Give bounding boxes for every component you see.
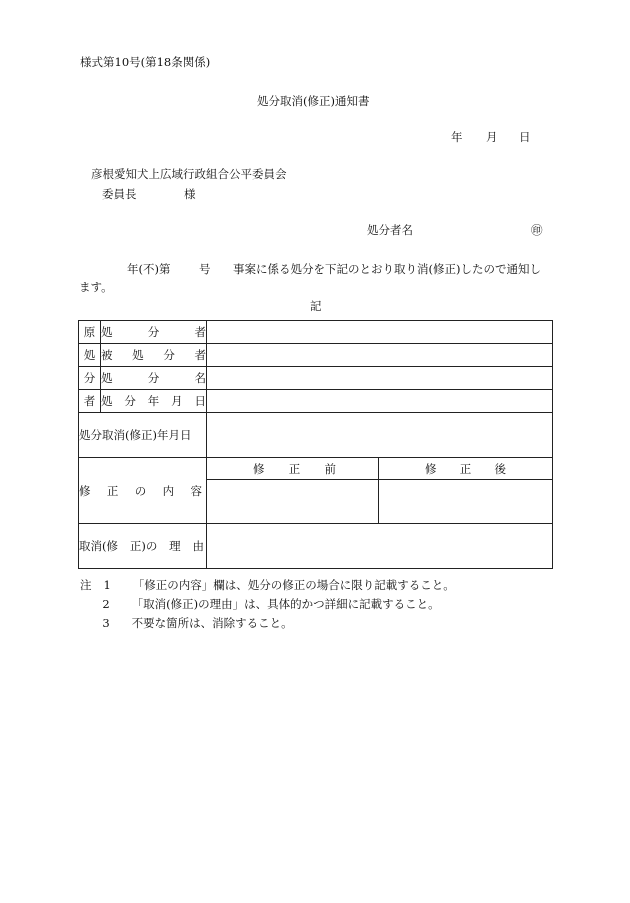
disposition-date-field[interactable] xyxy=(207,390,553,413)
note-1 xyxy=(80,580,455,592)
body-case-year: 年(不)第 xyxy=(127,262,171,276)
body-case-number: 号 xyxy=(199,262,211,276)
body-text-end: ます。 xyxy=(79,280,113,294)
document-title: 処分取消(修正)通知書 xyxy=(257,94,370,108)
group-char-1: 原 xyxy=(79,321,101,344)
disposition-name-label: 処 分 名 xyxy=(101,367,207,390)
note-1-text: 「修正の内容」欄は、処分の修正の場合に限り記載すること。 xyxy=(132,578,455,592)
group-char-2: 処 xyxy=(79,344,101,367)
disposed-person-field[interactable] xyxy=(207,344,553,367)
correction-content-label: 修 正 の 内 容 xyxy=(79,458,207,524)
before-content-field[interactable] xyxy=(207,480,379,524)
note-3-text: 不要な箇所は、消除すること。 xyxy=(131,616,293,630)
reason-field[interactable] xyxy=(207,524,553,569)
date-year: 年 xyxy=(451,130,463,144)
after-header: 修 正 後 xyxy=(379,458,553,480)
note-2-text: 「取消(修正)の理由」は、具体的かつ詳細に記載すること。 xyxy=(131,597,440,611)
note-2 xyxy=(96,599,440,611)
note-1-num: 1 xyxy=(103,578,111,592)
ki-heading: 記 xyxy=(310,299,322,313)
date-day: 日 xyxy=(519,130,531,144)
group-char-3: 分 xyxy=(79,367,101,390)
notice-table xyxy=(78,320,553,569)
group-char-4: 者 xyxy=(79,390,101,413)
addressee-role: 委員長 xyxy=(102,187,137,201)
disposed-person-label: 被 処 分 者 xyxy=(101,344,207,367)
before-header: 修 正 前 xyxy=(207,458,379,480)
form-number: 様式第10号(第18条関係) xyxy=(80,55,211,69)
cancel-date-label: 処分取消(修正)年月日 xyxy=(79,413,207,458)
seal-mark: ㊞ xyxy=(531,223,543,237)
note-2-num: 2 xyxy=(102,597,110,611)
note-prefix: 注 xyxy=(80,578,92,592)
after-content-field[interactable] xyxy=(379,480,553,524)
original-disposer-field[interactable] xyxy=(207,321,553,344)
reason-label: 取消(修 正)の 理 由 xyxy=(79,524,207,569)
addressee-honorific: 様 xyxy=(184,187,196,201)
disposition-name-field[interactable] xyxy=(207,367,553,390)
date-month: 月 xyxy=(486,130,498,144)
cancel-date-field[interactable] xyxy=(207,413,553,458)
note-3-num: 3 xyxy=(102,616,110,630)
sender-label: 処分者名 xyxy=(367,223,413,237)
addressee-org: 彦根愛知犬上広域行政組合公平委員会 xyxy=(91,167,287,181)
note-3 xyxy=(96,618,293,630)
original-disposer-label: 処 分 者 xyxy=(101,321,207,344)
disposition-date-label: 処 分 年 月 日 xyxy=(101,390,207,413)
body-text: 事案に係る処分を下記のとおり取り消(修正)したので通知し xyxy=(233,262,541,276)
